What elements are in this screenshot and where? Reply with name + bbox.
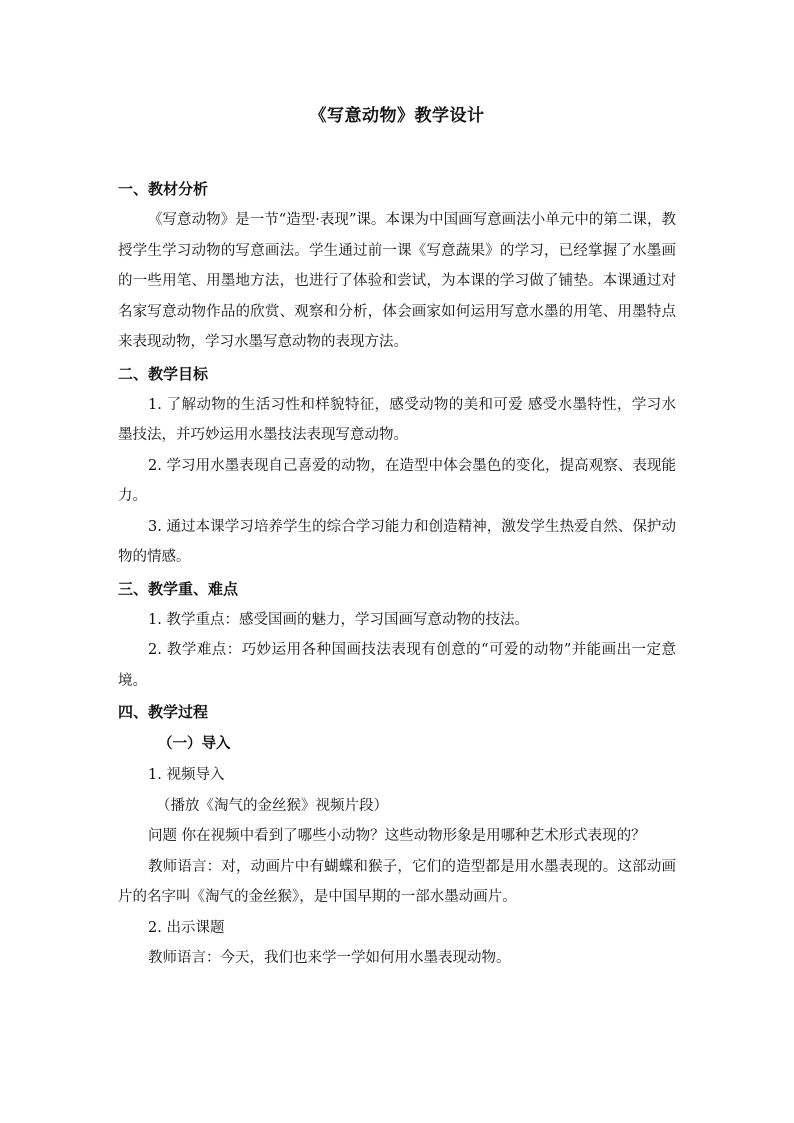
objective-item-2: 2. 学习用水墨表现自己喜爱的动物，在造型中体会墨色的变化，提高观察、表现能力。 <box>118 457 676 504</box>
question-paragraph: 问题 你在视频中看到了哪些小动物？这些动物形象是用哪种艺术形式表现的？ <box>148 828 646 844</box>
teacher-speech-1: 教师语言：对，动画片中有蝴蝶和猴子，它们的造型都是用水墨表现的。这部动画片的名字叫《淘气的金丝猴》，是中国早期的一部水墨动画片。 <box>118 858 676 905</box>
section-heading-process: 四、教学过程 <box>118 703 209 721</box>
objective-item-3: 3. 通过本课学习培养学生的综合学习能力和创造精神，激发学生热爱自然、保护动物的情感。 <box>118 518 676 565</box>
step-video-intro: 1. 视频导入 <box>148 767 225 783</box>
key-point-item-1: 1. 教学重点：感受国画的魅力，学习国画写意动物的技法。 <box>148 611 529 628</box>
section-heading-objectives: 二、教学目标 <box>118 364 209 383</box>
subsection-heading-intro: （一）导入 <box>158 735 231 752</box>
section-heading-analysis: 一、教材分析 <box>118 180 209 198</box>
section-heading-key-points: 三、教学重、难点 <box>118 579 239 598</box>
objective-item-1: 1. 了解动物的生活习性和样貌特征，感受动物的美和可爱 感受水墨特性，学习水墨技法，并巧妙运用水墨技法表现写意动物。 <box>118 396 676 443</box>
teacher-speech-2: 教师语言：今天，我们也来学一学如何用水墨表现动物。 <box>148 950 511 966</box>
analysis-paragraph: 《写意动物》是一节“造型·表现”课。本课为中国画写意画法小单元中的第二课，教授学生学习动物的写意画法。学生通过前一课《写意蔬果》的学习，已经掌握了水墨画的一些用笔、用墨地方法，也进行了体验和尝试，为本课的学习做了铺垫。本课通过对名家写意动物作品的欣赏、观察和分析，体会画家如何运用写意水墨的用笔、用墨特点来表现动物，学习水墨写意动物的表现方法。 <box>118 212 676 350</box>
page-title: 《写意动物》教学设计 <box>309 106 485 126</box>
step-video-note: （播放《淘气的金丝猴》视频片段） <box>156 797 388 814</box>
step-show-topic: 2. 出示课题 <box>148 919 225 936</box>
key-point-item-2: 2. 教学难点：巧妙运用各种国画技法表现有创意的“可爱的动物”并能画出一定意境。 <box>118 642 676 689</box>
